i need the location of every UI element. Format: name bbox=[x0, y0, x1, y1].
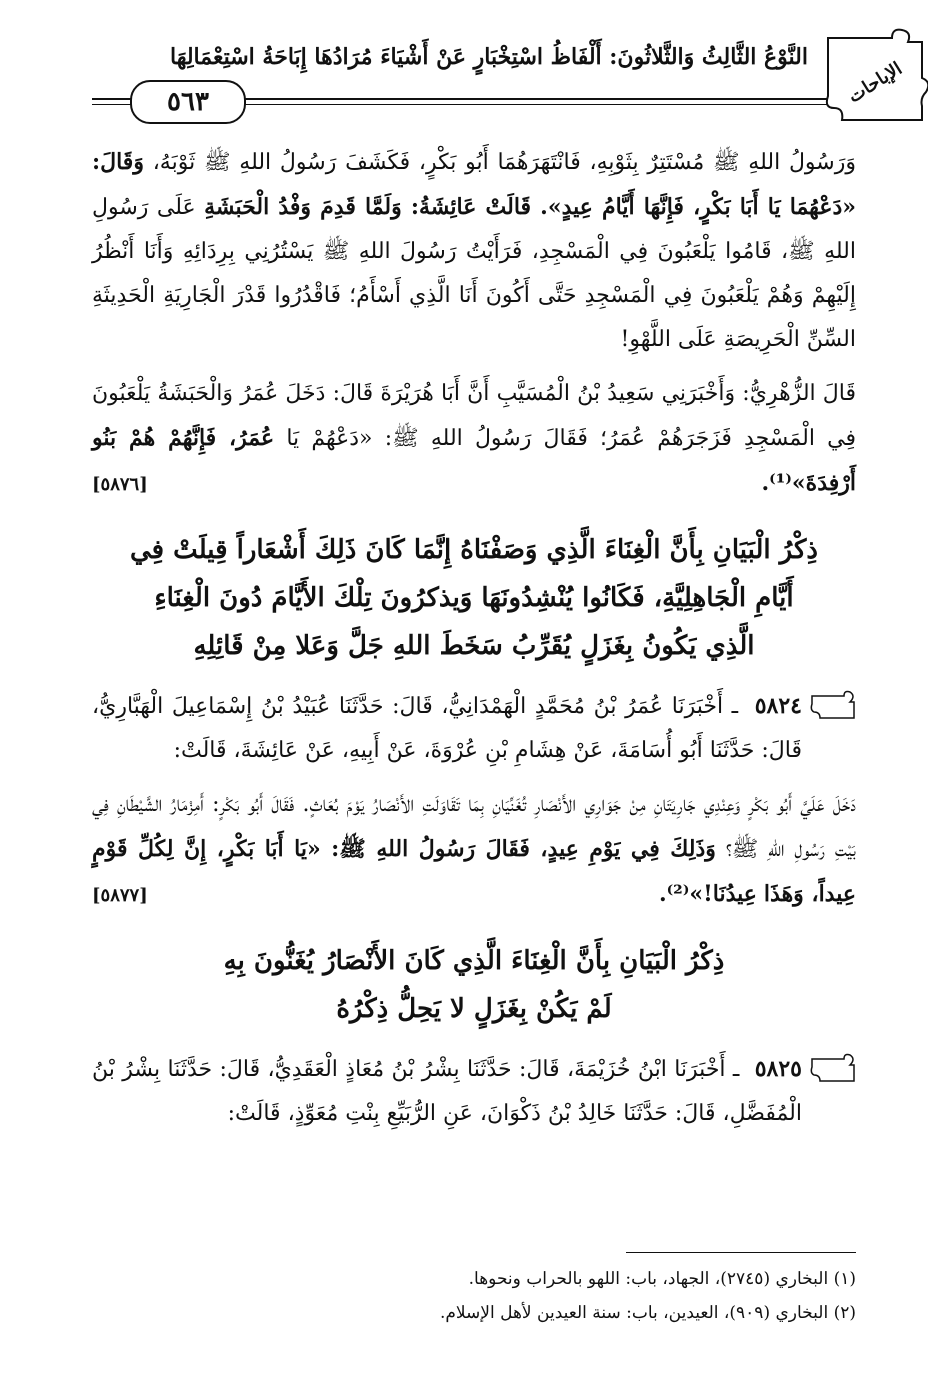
section-heading bbox=[92, 937, 856, 1033]
text-line: بِرِدَائِهِ وَأَنَا أَنْظُرُ إِلَيْهِمْ وَهُمْ يَلْعَبُونَ فِي الْمَسْجِدِ حَتَّى أَكُونَ أَنَا الَّذِي أَسْأَمُ؛ bbox=[92, 239, 856, 308]
text-line: دَخَلَ عَلَيَّ أَبُو بَكْرٍ وَعِنْدِي جَارِيَتَانِ مِنْ جَوَارِي الأَنْصَارِ تُغَنِّيَانِ بِمَا تَقَاوَلَتِ bbox=[422, 792, 857, 817]
text-line: قَالَ: حَدَّثَنَا أَبُو أُسَامَةَ، عَنْ هِشَامِ بْنِ عُرْوَةَ، عَنْ أَبِيهِ، عَنْ عَائِشَةَ، قَالَتْ: bbox=[173, 738, 802, 763]
text-line: وَذَلِكَ فِي يَوْمِ عِيدٍ، فَقَالَ رَسُولُ اللهِ ﷺ: «يَا أَبَا بَكْرٍ، إِنَّ لِكُلِّ قَوْمٍ عِيداً، وَهَذَا bbox=[92, 836, 856, 907]
page-header bbox=[92, 28, 928, 128]
text-line: وَالْحَبَشَةُ يَلْعَبُونَ فِي الْمَسْجِدِ فَزَجَرَهُمْ عُمَرُ؛ فَقَالَ رَسُولُ اللهِ ﷺ: «دَعْهُمْ يَا bbox=[92, 381, 856, 451]
heading-line: أَيَّامِ الْجَاهِلِيَّةِ، فَكَانُوا يُنْشِدُونَهَا وَيذكرُونَ تِلْكَ الأَيَّامَ دُونَ الْغِنَاءِ bbox=[154, 583, 794, 613]
hadith-marker-icon bbox=[810, 1053, 856, 1085]
paragraph bbox=[92, 140, 856, 362]
footnote: (٢) البخاري (٩٠٩)، العيدين، باب: سنة العيدين لأهل الإسلام. bbox=[439, 1303, 856, 1323]
heading-line: ذِكْرُ الْبَيَانِ بِأَنَّ الْغِنَاءَ الَّذِي وَصَفْنَاهُ إِنَّمَا كَانَ ذَلِكَ أَشْعَاراً قِيلَتْ فِي bbox=[130, 535, 818, 565]
text-line: الْمُفَضَّلِ، قَالَ: حَدَّثَنَا خَالِدُ بْنُ ذَكْوَانَ، عَنِ الرُّبَيِّعِ بِنْتِ مُعَوِّذٍ، قَالَتْ: bbox=[227, 1101, 802, 1126]
footnote-divider bbox=[626, 1252, 856, 1253]
chapter-title: النَّوْعُ الثَّالِثُ وَالثَّلاثُونَ: أَلْفَاظُ اسْتِخْبَارٍ عَنْ أَشْيَاءَ مُرَادُهَا إِبَاحَةُ اسْتِعْمَالِهَا bbox=[170, 44, 808, 70]
hadith-reference: [٥٨٧٧] bbox=[92, 885, 148, 906]
text-line: قَالَ الزُّهْرِيُّ: وَأَخْبَرَنِي سَعِيدُ بْنُ الْمُسَيَّبِ أَنَّ أَبَا هُرَيْرَةَ قَالَ: دَخَلَ عُمَرُ bbox=[240, 381, 856, 406]
paragraph bbox=[92, 684, 802, 773]
text-line: الأَنْصَارُ يَوْمَ بُعَاثٍ. فَقَالَ أَبُو بَكْرٍ: أَمِزْمَارُ الشَّيْطَانِ فِي بَيْتِ رَسُولِ اللهِ ﷺ؟ bbox=[92, 792, 856, 862]
heading-line: الَّذِي يَكُونُ بِغَزَلٍ يُقَرِّبُ سَخَطَ اللهِ جَلَّ وَعَلا مِنْ قَائِلِهِ bbox=[193, 631, 755, 661]
main-content bbox=[92, 140, 856, 1136]
spacer bbox=[92, 362, 856, 372]
text-line: عَلَى رَسُولِ اللهِ ﷺ، قَامُوا يَلْعَبُونَ فِي الْمَسْجِدِ، فَرَأَيْتُ رَسُولَ اللهِ ﷺ يَسْتُرُنِي bbox=[92, 195, 856, 264]
paragraph bbox=[92, 372, 856, 506]
footnote: (١) البخاري (٢٧٤٥)، الجهاد، باب: اللهو بالحراب ونحوها. bbox=[468, 1269, 856, 1289]
text-line: فَاقْدُرُوا قَدْرَ الْجَارِيَةِ الْحَدِيثَةِ السِّنِّ الْحَرِيصَةِ عَلَى اللَّهْوِ! bbox=[92, 283, 856, 352]
text-line: ـ أَخْبَرَنَا ابْنُ خُزَيْمَةَ، قَالَ: حَدَّثَنَا بِشْرُ بْنُ مُعَاذٍ الْعَقَدِيُّ، قَالَ: حَدَّثَنَا بِشْرُ بْنُ bbox=[92, 1057, 740, 1082]
text-line: عُمَرُ، فَإِنَّهُمْ هُمْ بَنُو أَرْفِدَةَ»⁽¹⁾. bbox=[92, 425, 856, 496]
text-line: وَقَالَ: «دَعْهُمَا يَا أَبَا بَكْرٍ، فَإِنَّهَا أَيَّامُ عِيدٍ». قَالَتْ عَائِشَةُ: وَلَمَّا قَدِمَ وَفْدُ الْحَبَشَةِ bbox=[92, 149, 856, 220]
heading-line: ذِكْرُ الْبَيَانِ بِأَنَّ الْغِنَاءَ الَّذِي كَانَ الأَنْصَارُ يُغَنُّونَ بِهِ bbox=[223, 946, 725, 976]
hadith-reference: [٥٨٧٦] bbox=[92, 474, 148, 495]
text-line: ـ أَخْبَرَنَا عُمَرُ بْنُ مُحَمَّدٍ الْهَمْدَانِيُّ، قَالَ: حَدَّثَنَا عُبَيْدُ بْنُ إِسْمَاعِيلَ الْهَبَّارِيُّ، bbox=[92, 694, 739, 719]
section-heading bbox=[92, 526, 856, 670]
hadith-narration bbox=[92, 1047, 856, 1136]
page-number: ٥٦٣ bbox=[130, 80, 246, 124]
hadith-narration bbox=[92, 684, 856, 773]
text-line: وَرَسُولُ اللهِ ﷺ مُسْتَتِرٌ بِثَوْبِهِ، فَانْتَهَرَهُمَا أَبُو بَكْرٍ، فَكَشَفَ رَسُولُ اللهِ ﷺ ثَوْبَهُ، bbox=[152, 150, 856, 175]
paragraph bbox=[92, 1047, 802, 1136]
heading-line: لَمْ يَكُنْ بِغَزَلٍ لا يَحِلُّ ذِكْرُهُ bbox=[336, 994, 612, 1024]
puzzle-corner-icon bbox=[822, 28, 928, 124]
paragraph bbox=[92, 783, 856, 917]
footnotes bbox=[92, 1262, 856, 1330]
hadith-number: ٥٨٢٤ bbox=[754, 693, 802, 719]
text-line: عِيدُنَا!»⁽²⁾. bbox=[658, 881, 757, 907]
spacer bbox=[92, 773, 856, 783]
hadith-number: ٥٨٢٥ bbox=[754, 1056, 802, 1082]
badge-label: الإباحات bbox=[844, 58, 906, 108]
hadith-marker-icon bbox=[810, 690, 856, 722]
